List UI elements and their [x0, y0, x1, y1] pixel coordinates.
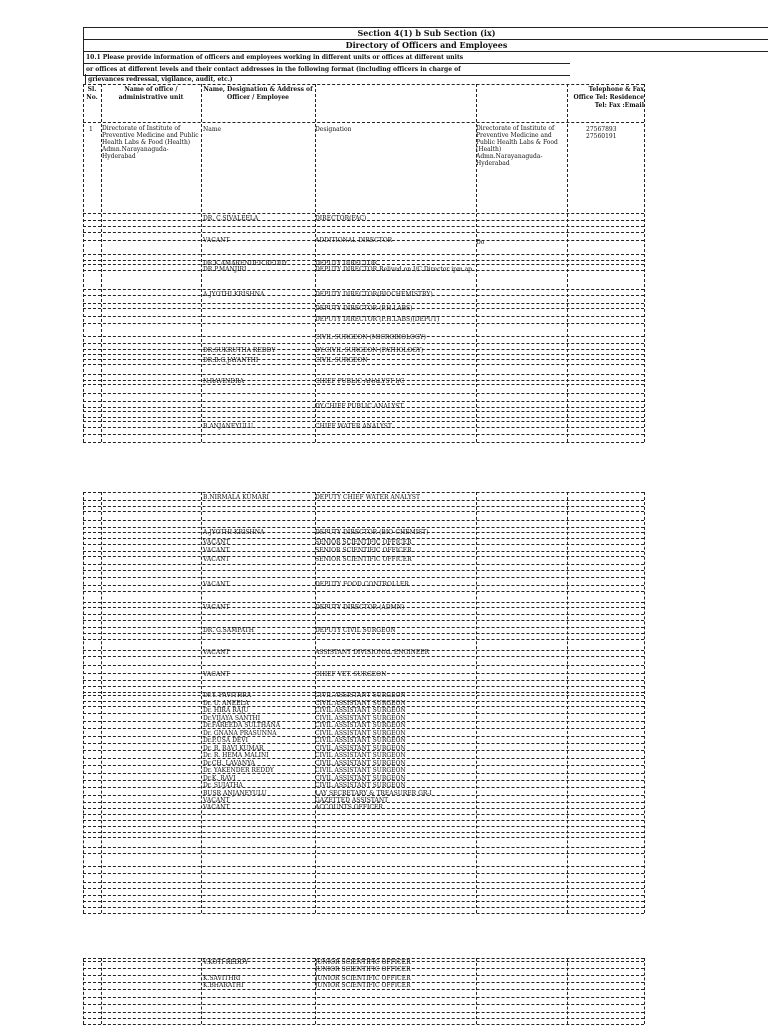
officer-designation: CIVIL ASSISTANT SURGEON	[315, 692, 406, 699]
officer-designation: CIVIL SURGEON	[315, 357, 368, 364]
table-row-divider	[83, 442, 644, 443]
officer-designation: JUNIOR SCIENTIFIC OFFICER	[315, 975, 411, 982]
officer-name: VACANT	[203, 237, 230, 244]
office-name: Directorate of Institute of Preventive Medicine and Public Health Labs & Food (Health) Admn.Narayanaguda-Hyderabad	[102, 125, 199, 160]
officer-name: DR.B.G.JAYANTHI	[203, 357, 259, 364]
officer-name: B.ANJANEYULU	[203, 423, 253, 430]
table-row-divider	[83, 591, 644, 592]
table-row-divider	[83, 814, 644, 815]
table-row-divider	[83, 417, 644, 418]
officer-designation: DEPUTY DIRECTOR (ADMN)	[315, 604, 405, 611]
officer-name: Dr. SUJATHA	[203, 782, 243, 789]
officer-name: A.JYOTHI KRISHNA	[203, 529, 265, 536]
table-row-divider	[83, 303, 644, 304]
officer-name: DR.P.MANJIRI	[203, 266, 247, 273]
officer-designation: DIRECTOR(FAC)	[315, 215, 367, 222]
office-address: Directorate of Institute of Preventive Medicine and Public Health Labs & Food (Health) Admn.Narayanaguda-Hyderabad	[476, 125, 558, 167]
officer-designation: CIVIL ASSISTANT SURGEON	[315, 767, 406, 774]
officer-designation: CIVIL ASSISTANT SURGEON	[315, 752, 406, 759]
officer-designation: CHIEF WATER ANALYST	[315, 423, 392, 430]
officer-designation: ADDITIONAL DIRECTOR	[315, 237, 393, 244]
officer-name: Dr. R. HEMA MALINI	[203, 752, 269, 759]
table-row-divider	[83, 343, 644, 344]
table-row-divider	[83, 401, 644, 402]
officer-name: VACANT	[203, 539, 230, 546]
table-row-divider	[83, 656, 644, 657]
table-row-divider	[83, 686, 644, 687]
table-row-divider	[83, 577, 644, 578]
officer-name: Dr.Y. PAVITHRA	[203, 692, 252, 699]
table-row-divider	[83, 84, 644, 85]
officer-name: VACANT	[203, 556, 230, 563]
column-header-office: Name of office / administrative unit	[118, 86, 184, 101]
table-row-divider	[83, 354, 644, 355]
officer-designation: JUNIOR SCIENTIFIC OFFICER	[315, 982, 411, 989]
officer-designation: CIVIL ASSISTANT SURGEON	[315, 722, 406, 729]
officer-name: VACANT	[203, 547, 230, 554]
table-row-divider	[83, 511, 644, 512]
officer-name: Dr.CH. LAVANYA	[203, 760, 255, 767]
officer-designation: CHIEF PUBLIC ANALYST I/C	[315, 378, 405, 385]
table-row-divider	[83, 364, 644, 365]
officer-name: Dr.VIJAYA SANTHI	[203, 715, 261, 722]
table-row-divider	[83, 620, 644, 621]
officer-name: Dr.FAREEDA SULTHANA	[203, 722, 281, 729]
officer-name: Dr. U. ANEELA	[203, 700, 249, 707]
table-row-divider	[83, 1012, 644, 1013]
table-row-divider	[83, 564, 644, 565]
table-row-divider	[83, 873, 644, 874]
officer-name: B.NIRMALA KUMARI	[203, 494, 269, 501]
officer-designation: CIVIL SURGEON (MICROBIOLOGY)	[315, 334, 426, 341]
officer-designation: GAZETTED ASSISTANT	[315, 797, 389, 804]
officer-designation: CIVIL ASSISTANT SURGEON	[315, 745, 406, 752]
table-row-divider	[83, 213, 644, 214]
officer-designation: DY.CHIEF PUBLIC ANALYST	[315, 403, 404, 410]
officer-address-note: Do	[476, 239, 485, 246]
table-row-divider	[83, 639, 644, 640]
table-row-divider	[83, 832, 644, 833]
instruction-line-2: or offices at different levels and their contact addresses in the following format (including officers in charge of	[83, 63, 570, 76]
officer-designation: DEPUTY CIVIL SURGEON	[315, 627, 396, 634]
officer-designation: CIVIL ASSISTANT SURGEON	[315, 775, 406, 782]
section-heading: Section 4(1) b Sub Section (ix)	[83, 27, 768, 40]
officer-designation: ACCOUNTS OFFICER	[315, 804, 383, 811]
table-row-divider	[83, 122, 644, 123]
table-row-divider	[83, 820, 644, 821]
officer-name: VACANT	[203, 804, 230, 811]
table-row-divider	[83, 570, 644, 571]
table-row-divider	[83, 1018, 644, 1019]
table-column-divider	[101, 84, 102, 442]
table-row-divider	[83, 882, 644, 883]
table-row-divider	[83, 411, 644, 412]
officer-name: VACANT	[203, 581, 230, 588]
officer-name: Dr. HIRA RAJU	[203, 707, 249, 714]
officer-designation: CIVIL ASSISTANT SURGEON	[315, 730, 406, 737]
table-row-divider	[83, 374, 644, 375]
officer-designation: SENIOR SCIENTIFIC OFFICER	[315, 556, 412, 563]
table-row-divider	[83, 901, 644, 902]
table-column-divider	[83, 84, 84, 442]
officer-name: Dr.K. RAVI	[203, 775, 236, 782]
column-header-sl: Sl. No.	[86, 86, 98, 101]
table-row-divider	[83, 847, 644, 848]
officer-name: N.RAVINDRA	[203, 378, 244, 385]
officer-name: K.BHARATHI	[203, 982, 244, 989]
table-row-divider	[83, 254, 644, 255]
office-telephone-1: 27567893	[586, 126, 617, 133]
officer-designation: DEPUTY DIRECTOR	[315, 260, 378, 267]
table-row-divider	[83, 393, 644, 394]
officer-name: K.SAVITHRI	[203, 975, 241, 982]
table-column-divider	[644, 958, 645, 1024]
name-label: Name	[203, 126, 222, 133]
table-row-divider	[83, 520, 644, 521]
table-row-divider	[83, 421, 644, 422]
table-row-divider	[83, 997, 644, 998]
officer-designation: DEPUTY CHIEF WATER ANALYST	[315, 494, 420, 501]
table-row-divider	[83, 989, 644, 990]
table-row-divider	[83, 527, 644, 528]
officer-name: VACANT	[203, 797, 230, 804]
table-row-divider	[83, 853, 644, 854]
page-title: Directory of Officers and Employees	[83, 39, 768, 52]
table-row-divider	[83, 895, 644, 896]
officer-name: VACANT	[203, 671, 230, 678]
officer-designation: CIVIL ASSISTANT SURGEON	[315, 700, 406, 707]
officer-designation: SENIOR SCIENTIFIC OFFICER	[315, 547, 412, 554]
officer-name: DR.K.AMARENDER REDDY	[203, 260, 288, 267]
officer-designation: DEPUTY DIRECTOR (BIO-CHEMIST)	[315, 529, 429, 536]
officer-designation: CIVIL ASSISTANT SURGEON	[315, 782, 406, 789]
officer-name: DR. G.SAMPATH	[203, 627, 254, 634]
directory-table-part-1	[83, 84, 644, 442]
designation-label: Designation	[315, 126, 352, 133]
officer-designation: SENIOR SCIENTIFIC OFFICER	[315, 539, 412, 546]
table-column-divider	[567, 84, 568, 442]
officer-name: DR.SUKRUTHA REDDY	[203, 347, 276, 354]
officer-name: BUSR ANJANEYULU	[203, 790, 267, 797]
office-telephone-2: 27560191	[586, 133, 617, 140]
table-row-divider	[83, 907, 644, 908]
table-row-divider	[83, 837, 644, 838]
table-row-divider	[83, 232, 644, 233]
table-row-divider	[83, 434, 644, 435]
column-header-name: Name, Designation & Address of Officer / Employee	[203, 86, 313, 101]
officer-name: VACANT	[203, 649, 230, 656]
table-row-divider	[83, 866, 644, 867]
officer-name: Dr.P.USA DEVI	[203, 737, 248, 744]
officer-name: Dr. YAKENDER REDDY	[203, 767, 274, 774]
officer-designation: JUNIOR SCIENTIFIC OFFICER	[315, 959, 411, 966]
officer-designation: LAY SECRETARY & TREASURER GR-I	[315, 790, 432, 797]
table-row-divider	[83, 492, 644, 493]
table-row-divider	[83, 614, 644, 615]
table-row-divider	[83, 680, 644, 681]
table-row-divider	[83, 665, 644, 666]
officer-name: Dr. GNANA PRASUNNA	[203, 730, 277, 737]
table-column-divider	[201, 84, 202, 442]
table-row-divider	[83, 602, 644, 603]
officer-name: VACANT	[203, 604, 230, 611]
officer-name: V.KOTI REDDY	[203, 959, 249, 966]
officer-designation: CIVIL ASSISTANT SURGEON	[315, 737, 406, 744]
officer-designation: DEPUTY DIRECTOR (P.H.LABS)(DEPUT)	[315, 316, 440, 323]
table-row-divider	[83, 226, 644, 227]
officer-designation: DEPUTY FOOD CONTROLLER	[315, 581, 409, 588]
officer-name: Dr. B. RAVI KUMAR	[203, 745, 264, 752]
table-row-divider	[83, 323, 644, 324]
directory-table-part-3	[83, 958, 644, 1024]
officer-designation: JUNIOR SCIENTIFIC OFFICER	[315, 966, 411, 973]
table-column-divider	[644, 84, 645, 442]
officer-designation: CIVIL ASSISTANT SURGEON	[315, 707, 406, 714]
officer-designation: DEPUTY DIRECTOR Relived on I/C Director ipm ap	[315, 266, 473, 273]
instruction-line-3: grievances redressal, vigilance, audit, etc.)	[85, 74, 572, 84]
table-row-divider	[83, 289, 644, 290]
table-row-divider	[83, 1004, 644, 1005]
officer-name: DR. C.SIVALEELA	[203, 215, 259, 222]
officer-designation: ASSISTANT DIVISIONAL ENGINEER	[315, 649, 430, 656]
column-header-telephone: Telephone & Fax Office Tel: Residence Tel: Fax :Email	[573, 86, 644, 109]
officer-designation: DY.CIVIL SURGEON (PATHOLOGY)	[315, 347, 424, 354]
table-column-divider	[644, 492, 645, 913]
table-row-divider	[83, 826, 644, 827]
instruction-line-1: 10.1 Please provide information of officers and employees working in different units or offices at different units	[83, 51, 570, 64]
row-serial-number: 1	[89, 126, 93, 133]
officer-designation: DEPUTY DIRECTOR (P.H.LABS)	[315, 305, 413, 312]
directory-table-part-2	[83, 492, 644, 913]
table-row-divider	[83, 888, 644, 889]
officer-designation: DEPUTY DIRECTOR(BIOCHEMISTRY)	[315, 291, 433, 298]
officer-designation: CIVIL ASSISTANT SURGEON	[315, 715, 406, 722]
officer-designation: CHIEF VET. SURGEON	[315, 671, 387, 678]
table-column-divider	[476, 84, 477, 442]
table-row-divider	[83, 913, 644, 914]
table-row-divider	[83, 506, 644, 507]
officer-designation: CIVIL ASSISTANT SURGEON	[315, 760, 406, 767]
officer-name: A.JYOTHI KRISHNA	[203, 291, 265, 298]
